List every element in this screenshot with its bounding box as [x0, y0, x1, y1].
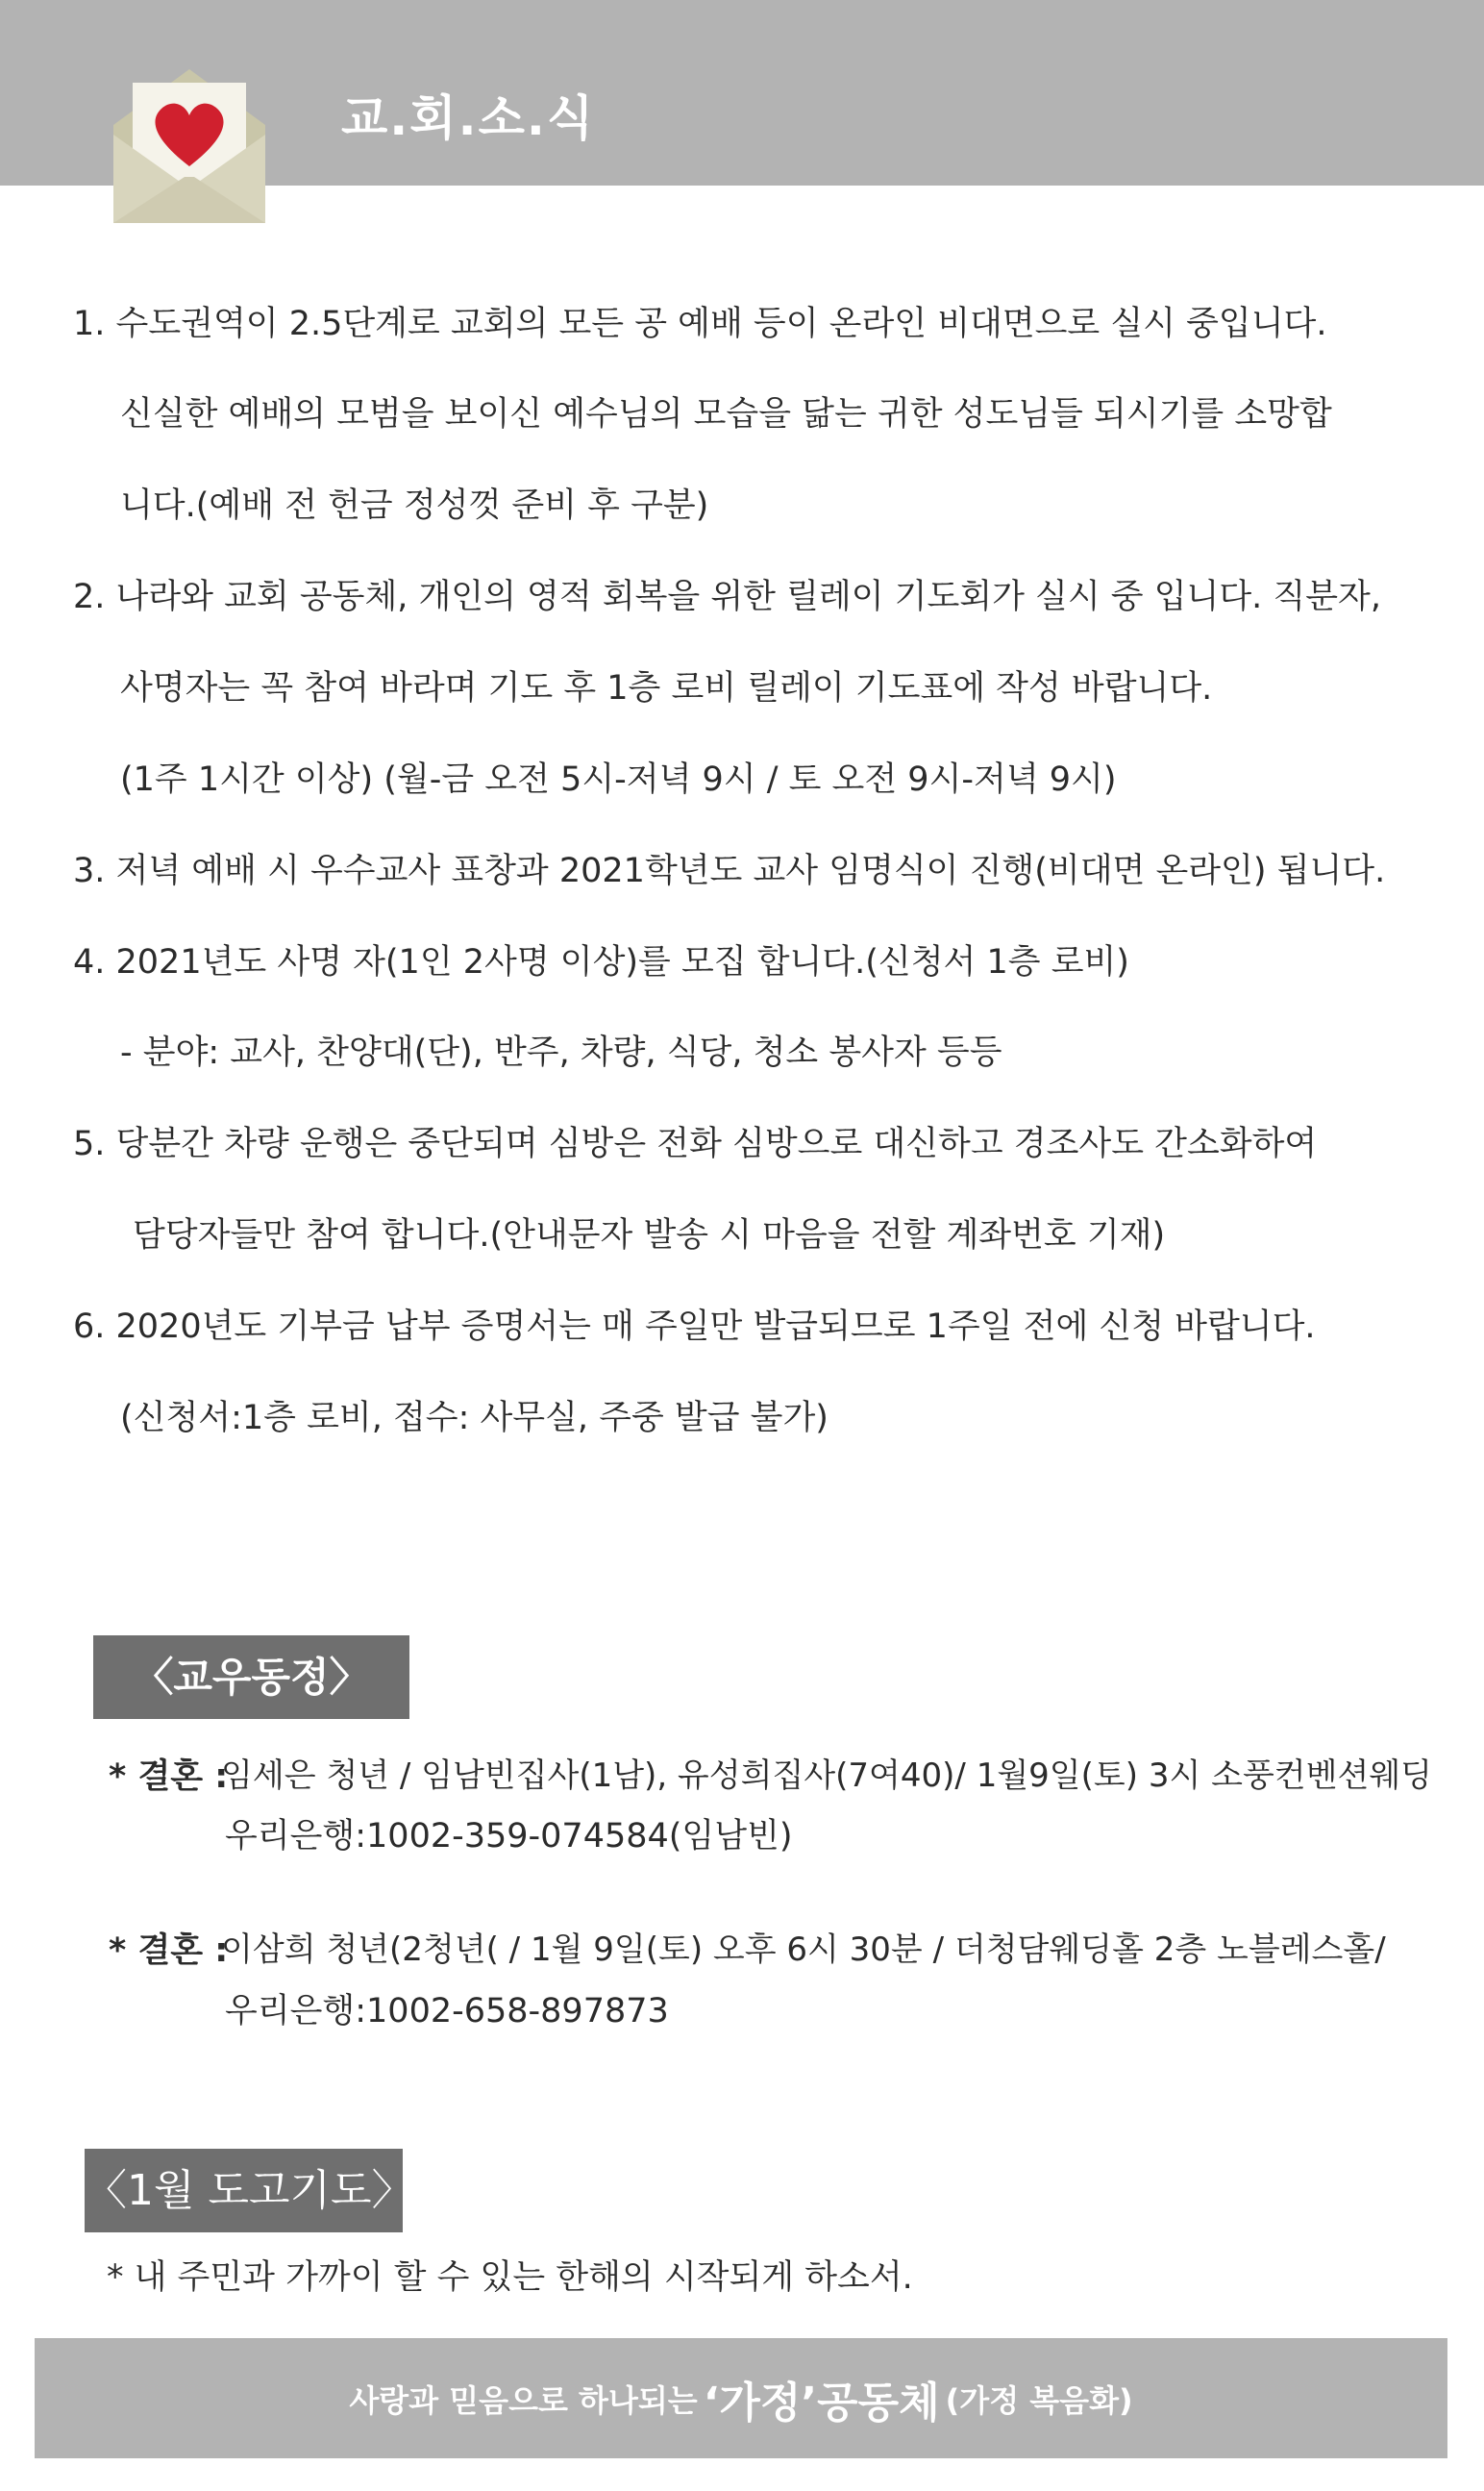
footer-text-1: 사랑과 믿음으로 하나되는: [349, 2381, 698, 2419]
notice-2-line-3: (1주 1시간 이상) (월-금 오전 5시-저녁 9시 / 토 오전 9시-저녁 9시): [120, 760, 1117, 799]
notice-6-line-2: (신청서:1층 로비, 접수: 사무실, 주중 발급 불가): [120, 1399, 829, 1437]
wedding-1-label-text: * 결혼 :: [109, 1757, 229, 1796]
notice-1-line-2: 신실한 예배의 모범을 보이신 예수님의 모습을 닮는 귀한 성도님들 되시기를 소망합: [120, 395, 1332, 434]
page-title: 교.회.소.식: [341, 90, 596, 146]
prayer-title: 〈1월 도고기도〉: [85, 2149, 403, 2232]
notice-6-line-1: 6. 2020년도 기부금 납부 증명서는 매 주일만 발급되므로 1주일 전에 신청 바랍니다.: [73, 1308, 1316, 1346]
members-news-title: 〈교우동정〉: [93, 1635, 409, 1719]
notice-1-line-3: 니다.(예배 전 헌금 정성껏 준비 후 구분): [120, 486, 709, 525]
notice-1-line-1: 1. 수도권역이 2.5단계로 교회의 모든 공 예배 등이 온라인 비대면으로 실시 중입니다.: [73, 305, 1327, 343]
notice-4-line-1: 4. 2021년도 사명 자(1인 2사명 이상)를 모집 합니다.(신청서 1층 로비): [73, 943, 1129, 982]
notice-4-line-2: - 분야: 교사, 찬양대(단), 반주, 차량, 식당, 청소 봉사자 등등: [120, 1034, 1002, 1072]
footer-text-2: ‘가정’공동체: [703, 2378, 940, 2428]
footer-banner: [35, 2338, 1447, 2458]
wedding-2-details: 이삼희 청년(2청년( / 1월 9일(토) 오후 6시 30분 / 더청담웨딩홀 2층 노블레스홀/: [221, 1931, 1386, 1969]
notice-5-line-2: 담당자들만 참여 합니다.(안내문자 발송 시 마음을 전할 계좌번호 기재): [133, 1216, 1166, 1255]
wedding-1-label: [109, 1756, 228, 1797]
wedding-1-details: 임세은 청년 / 임남빈집사(1남), 유성희집사(7여40)/ 1월9일(토) 3시 소풍컨벤션웨딩: [221, 1756, 1433, 1795]
footer-text-3: (가정 복음화): [945, 2381, 1133, 2419]
notice-2-line-2: 사명자는 꼭 참여 바라며 기도 후 1층 로비 릴레이 기도표에 작성 바랍니다.: [120, 669, 1213, 708]
notice-2-line-1: 2. 나라와 교회 공동체, 개인의 영적 회복을 위한 릴레이 기도회가 실시 중 입니다. 직분자,: [73, 578, 1381, 616]
wedding-2-account: 우리은행:1002-658-897873: [225, 1992, 669, 2030]
heart-envelope-icon: [108, 65, 271, 227]
wedding-1-account: 우리은행:1002-359-074584(임남빈): [225, 1817, 793, 1856]
prayer-text: * 내 주민과 가까이 할 수 있는 한해의 시작되게 하소서.: [107, 2258, 913, 2297]
notice-5-line-1: 5. 당분간 차량 운행은 중단되며 심방은 전화 심방으로 대신하고 경조사도 간소화하여: [73, 1125, 1318, 1163]
wedding-2-label-text: * 결혼 :: [109, 1931, 229, 1970]
wedding-2-label: [109, 1931, 228, 1971]
notice-3-line-1: 3. 저녁 예배 시 우수교사 표창과 2021학년도 교사 임명식이 진행(비대면 온라인) 됩니다.: [73, 852, 1386, 890]
